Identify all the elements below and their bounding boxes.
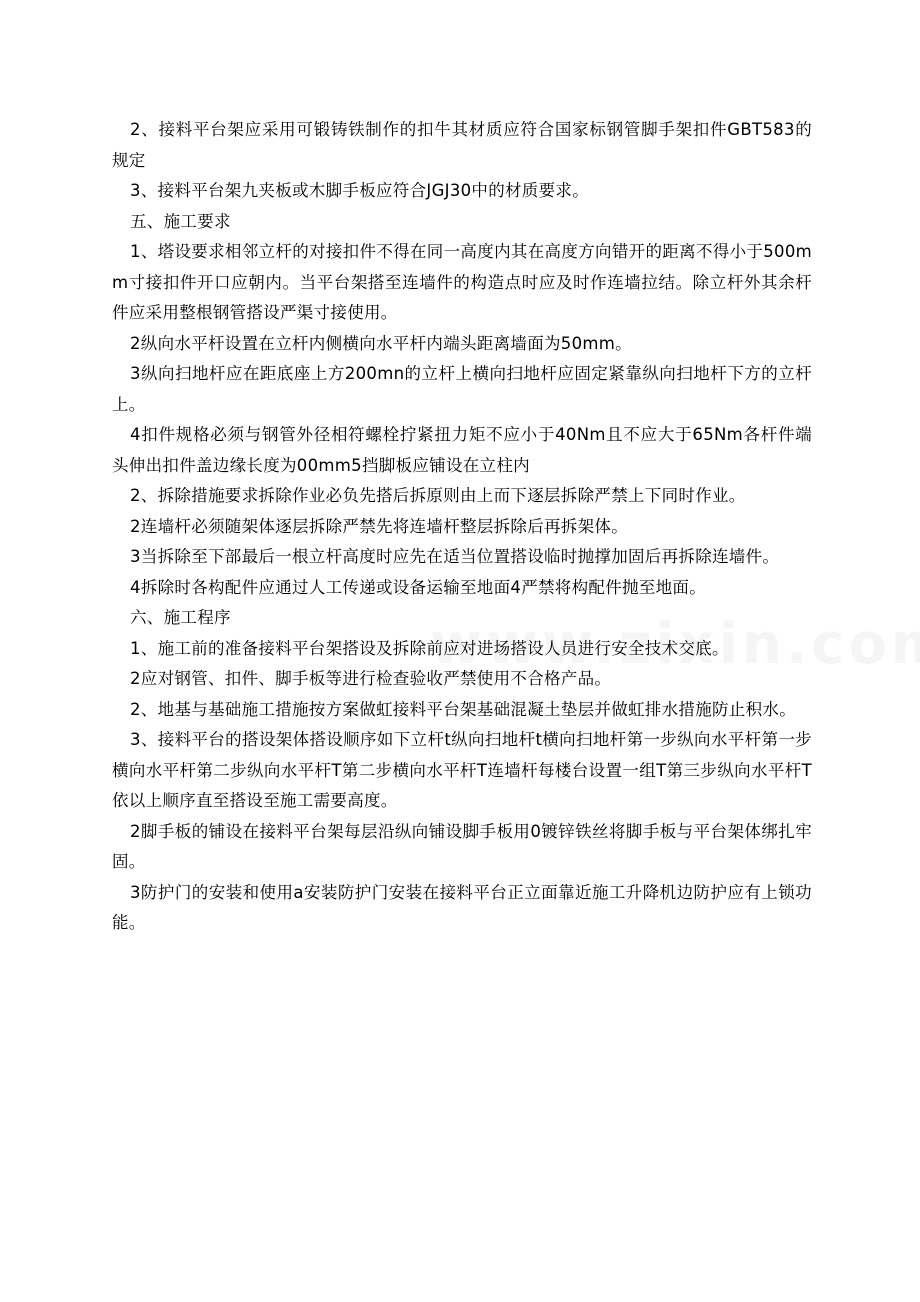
document-body	[112, 115, 812, 939]
paragraph-15: 2脚手板的铺设在接料平台架每层沿纵向铺设脚手板用0镀锌铁丝将脚手板与平台架体绑扎牢固。	[112, 821, 812, 871]
paragraph-12: 2应对钢管、扣件、脚手板等进行检查验收严禁使用不合格产品。	[130, 669, 612, 688]
paragraph-8: 2连墙杆必须随架体逐层拆除严禁先将连墙杆整层拆除后再拆架体。	[130, 516, 628, 536]
section-heading-6: 六、施工程序	[130, 608, 231, 627]
paragraph-13: 2、地基与基础施工措施按方案做虹接料平台架基础混凝土垫层并做虹排水措施防止积水。	[130, 699, 796, 719]
paragraph-3: 1、塔设要求相邻立杆的对接扣件不得在同一高度内其在高度方向错开的距离不得小于500mm寸接扣件开口应朝内。当平台架搭至连墙件的构造点时应及时作连墙拉结。除立杆外其余杆件应采用整根钢管搭设严渠寸接使用。	[112, 242, 812, 322]
paragraph-14: 3、接料平台的搭设架体搭设顺序如下立杆t纵向扫地杆t横向扫地杆第一步纵向水平杆第一步横向水平杆第二步纵向水平杆T第二步横向水平杆T连墙杆每楼台设置一组T第三步纵向水平杆T依以上顺序直至搭设至施工需要高度。	[112, 730, 812, 810]
paragraph-6: 4扣件规格必须与钢管外径相符螺栓拧紧扭力矩不应小于40Nm且不应大于65Nm各杆件端头伸出扣件盖边缘长度为00mm5挡脚板应铺设在立柱内	[112, 425, 812, 475]
paragraph-4: 2纵向水平杆设置在立杆内侧横向水平杆内端头距离墙面为50mm。	[130, 333, 632, 353]
paragraph-7: 2、拆除措施要求拆除作业必负先搭后拆原则由上而下逐层拆除严禁上下同时作业。	[130, 486, 746, 505]
paragraph-5: 3纵向扫地杆应在距底座上方200mn的立杆上横向扫地杆应固定紧靠纵向扫地杆下方的立杆上。	[112, 364, 812, 414]
paragraph-9: 3当拆除至下部最后一根立杆高度时应先在适当位置搭设临时抛撑加固后再拆除连墙件。	[130, 547, 780, 566]
paragraph-11: 1、施工前的准备接料平台架搭设及拆除前应对进场搭设人员进行安全技术交底。	[130, 638, 729, 658]
section-heading-5: 五、施工要求	[130, 211, 231, 231]
paragraph-10: 4拆除时各构配件应通过人工传递或设备运输至地面4严禁将构配件抛至地面。	[130, 577, 706, 597]
paragraph-16: 3防护门的安装和使用a安装防护门安装在接料平台正立面靠近施工升降机边防护应有上锁功能。	[112, 882, 812, 932]
paragraph-2: 3、接料平台架九夹板或木脚手板应符合JGJ30中的材质要求。	[130, 181, 590, 200]
paragraph-1: 2、接料平台架应采用可锻铸铁制作的扣牛其材质应符合国家标钢管脚手架扣件GBT583的规定	[112, 120, 812, 170]
